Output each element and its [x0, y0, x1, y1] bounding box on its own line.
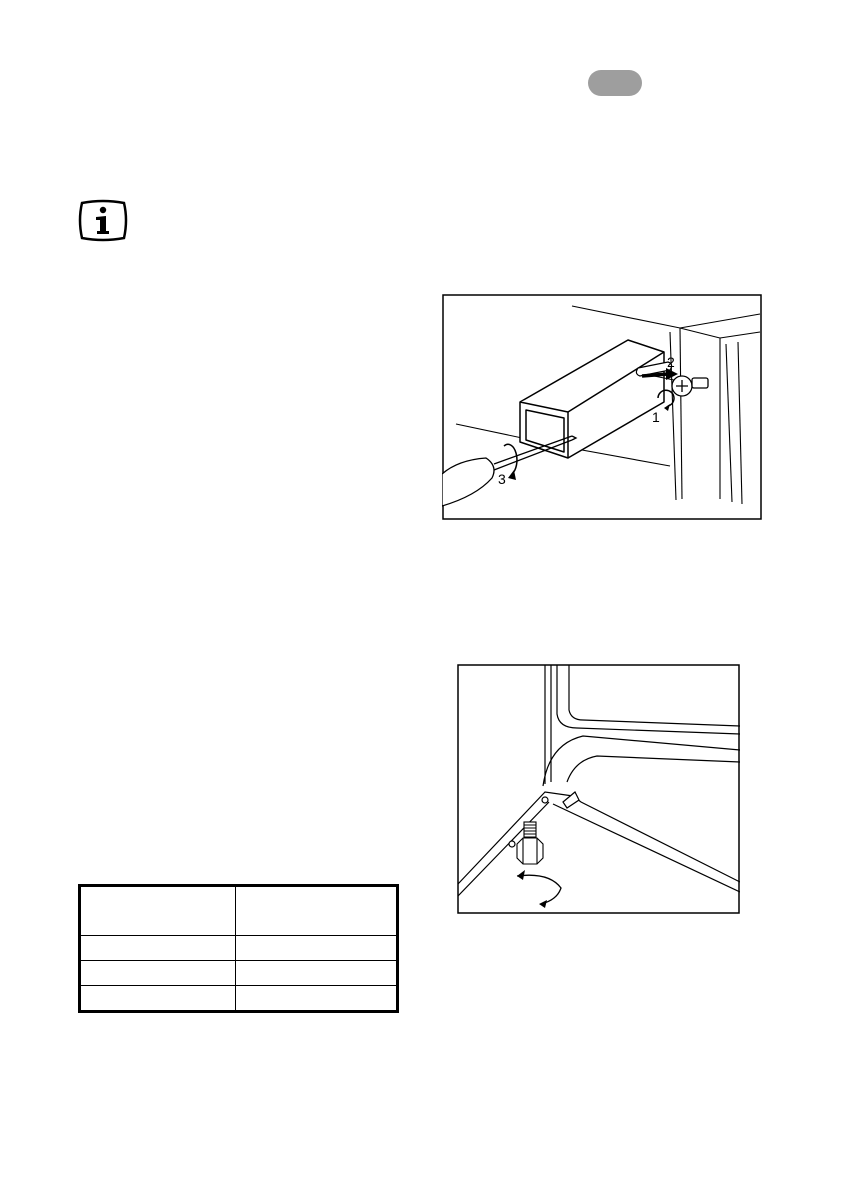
table-row [81, 936, 397, 961]
step-label-3: 3 [498, 471, 506, 487]
step-label-2: 2 [667, 354, 675, 370]
table-row [81, 986, 397, 1011]
table-header-cell [81, 887, 236, 936]
climate-class-table [78, 884, 399, 1013]
step-label-1: 1 [652, 409, 660, 425]
table-cell [81, 961, 236, 986]
table-cell [236, 986, 397, 1011]
rear-spacers-illustration [442, 294, 762, 520]
table-cell [236, 961, 397, 986]
table-header-cell [236, 887, 397, 936]
language-badge [588, 70, 642, 96]
table-cell [236, 936, 397, 961]
table-header-row [81, 887, 397, 936]
info-icon [78, 199, 128, 242]
table-row [81, 961, 397, 986]
table-cell [81, 936, 236, 961]
table-cell [81, 986, 236, 1011]
front-foot-adjustment-illustration [457, 664, 740, 914]
